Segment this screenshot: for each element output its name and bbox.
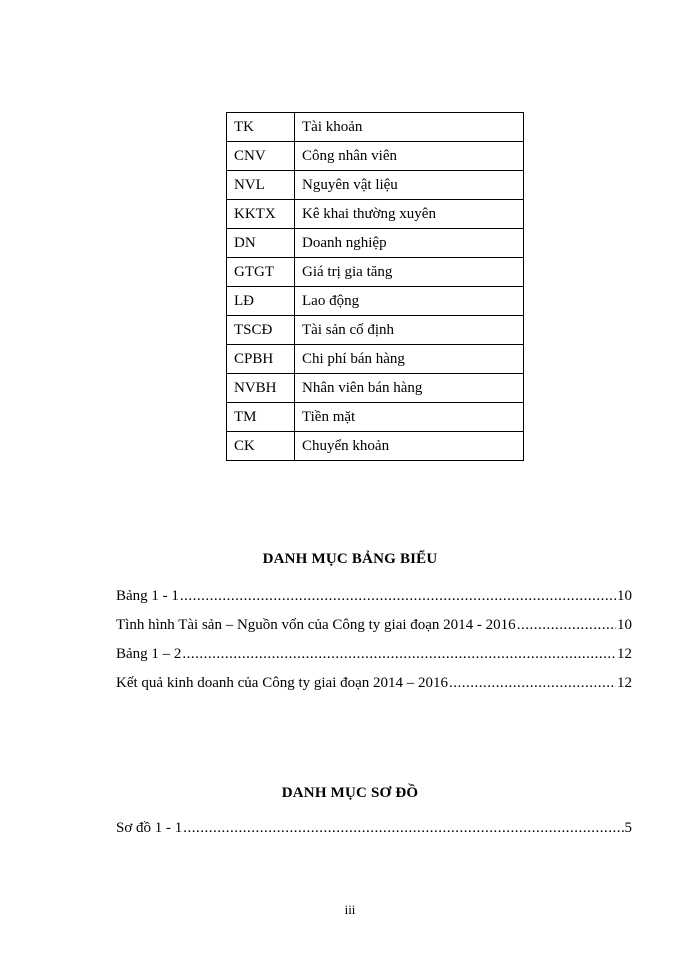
abbreviation-meaning: Doanh nghiệp (295, 229, 524, 258)
diagrams-list (116, 820, 632, 849)
toc-entry-page: 12 (617, 646, 632, 662)
abbreviation-meaning: Tài khoản (295, 113, 524, 142)
abbreviation-code: DN (227, 229, 295, 258)
abbreviation-meaning: Nguyên vật liệu (295, 171, 524, 200)
abbreviation-meaning: Nhân viên bán hàng (295, 374, 524, 403)
abbreviation-meaning: Kê khai thường xuyên (295, 200, 524, 229)
toc-entry-page: 10 (617, 588, 632, 604)
toc-entry-label: Bảng 1 – 2 (116, 646, 182, 662)
abbreviation-meaning: Chi phí bán hàng (295, 345, 524, 374)
abbreviation-code: TK (227, 113, 295, 142)
abbreviation-code: GTGT (227, 258, 295, 287)
abbreviation-code: NVBH (227, 374, 295, 403)
toc-leader-dots (183, 820, 623, 837)
toc-leader-dots (182, 646, 616, 663)
table-row (227, 432, 524, 461)
toc-entry-label: Bảng 1 - 1 (116, 588, 179, 604)
abbreviation-code: TSCĐ (227, 316, 295, 345)
toc-entry-label: Sơ đồ 1 - 1 (116, 820, 183, 836)
abbreviation-meaning: Chuyển khoản (295, 432, 524, 461)
abbreviation-meaning: Tài sản cố định (295, 316, 524, 345)
page-number: iii (344, 902, 356, 917)
diagrams-list-heading: DANH MỤC SƠ ĐỒ (281, 785, 419, 801)
abbreviation-code: KKTX (227, 200, 295, 229)
toc-entry[interactable] (116, 617, 632, 646)
toc-entry[interactable] (116, 646, 632, 675)
table-row (227, 200, 524, 229)
toc-entry[interactable] (116, 588, 632, 617)
table-row (227, 316, 524, 345)
abbreviation-meaning: Lao động (295, 287, 524, 316)
abbreviation-code: CPBH (227, 345, 295, 374)
toc-entry-page: 12 (617, 675, 632, 691)
table-row (227, 258, 524, 287)
abbreviation-code: CK (227, 432, 295, 461)
toc-entry[interactable] (116, 820, 632, 849)
abbreviation-table (226, 112, 524, 461)
table-row (227, 403, 524, 432)
table-row (227, 287, 524, 316)
toc-entry-page: 10 (617, 617, 632, 633)
table-row (227, 113, 524, 142)
abbreviation-code: CNV (227, 142, 295, 171)
abbreviation-meaning: Công nhân viên (295, 142, 524, 171)
toc-leader-dots (180, 588, 616, 605)
tables-list-heading: DANH MỤC BẢNG BIỂU (262, 551, 438, 567)
abbreviation-code: LĐ (227, 287, 295, 316)
tables-list (116, 588, 632, 704)
abbreviation-code: TM (227, 403, 295, 432)
table-row (227, 374, 524, 403)
toc-leader-dots (449, 675, 616, 692)
abbreviation-code: NVL (227, 171, 295, 200)
table-row (227, 229, 524, 258)
table-row (227, 142, 524, 171)
abbreviation-meaning: Giá trị gia tăng (295, 258, 524, 287)
abbreviation-meaning: Tiền mặt (295, 403, 524, 432)
toc-leader-dots (517, 617, 616, 634)
table-row (227, 345, 524, 374)
toc-entry-label: Kết quả kinh doanh của Công ty giai đoạn 2014 – 2016 (116, 675, 449, 691)
toc-entry[interactable] (116, 675, 632, 704)
table-row (227, 171, 524, 200)
toc-entry-label: Tình hình Tài sản – Nguồn vốn của Công ty giai đoạn 2014 - 2016 (116, 617, 516, 633)
toc-entry-page: 5 (624, 820, 632, 836)
